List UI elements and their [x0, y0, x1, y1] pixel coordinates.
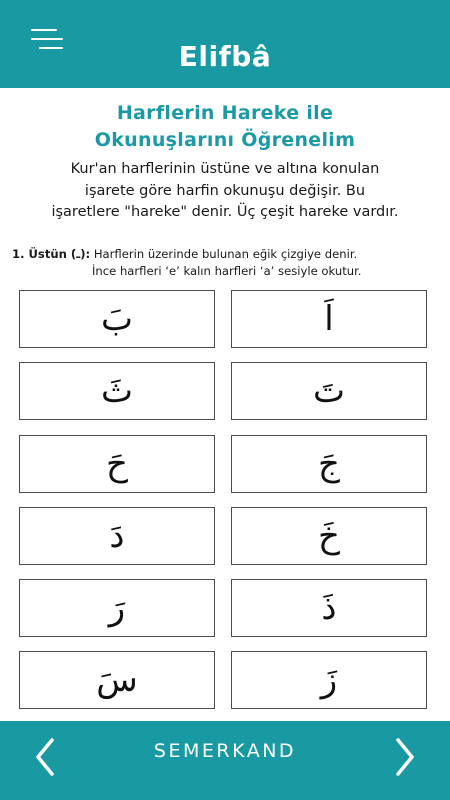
arabic-letter: ثَ: [100, 371, 133, 411]
intro-line-2: işarete göre harfin okunuşu değişir. Bu: [84, 182, 366, 199]
rule-number: 1. Üstün (َـ):: [12, 247, 91, 261]
rule-line-1: Harflerin üzerinde bulunan eğik çizgiye denir.: [93, 247, 358, 261]
lesson-heading: [0, 100, 450, 154]
letter-card-left-2[interactable]: [19, 362, 215, 420]
arabic-letter: سَ: [96, 660, 138, 700]
letter-card-right-2[interactable]: [231, 362, 427, 420]
arabic-letter: خَ: [318, 516, 340, 556]
arabic-letter: دَ: [109, 516, 125, 556]
arabic-letter: ذَ: [321, 588, 337, 628]
arabic-letter: حَ: [106, 444, 128, 484]
next-page-button[interactable]: [386, 734, 422, 780]
brand-logo: SEMERKAND: [153, 740, 297, 762]
arabic-letter: رَ: [108, 588, 126, 628]
letter-card-right-4[interactable]: [231, 507, 427, 565]
intro-line-1: Kur'an harflerinin üstüne ve altına konulan: [70, 161, 380, 177]
arabic-letter: بَ: [100, 299, 133, 339]
letter-card-left-6[interactable]: [19, 651, 215, 709]
lesson-heading-line-2: Okunuşlarını Öğrenelim: [94, 129, 356, 151]
lesson-heading-line-1: Harflerin Hareke ile: [116, 102, 334, 124]
arabic-letter: جَ: [318, 444, 340, 484]
letter-card-left-3[interactable]: [19, 435, 215, 493]
rule-ustun: [12, 246, 442, 280]
letter-card-left-4[interactable]: [19, 507, 215, 565]
letter-card-left-5[interactable]: [19, 579, 215, 637]
rule-line-2: İnce harfleri ‘e’ kalın harfleri ‘a’ sesiyle okutur.: [92, 264, 362, 278]
letter-card-right-6[interactable]: [231, 651, 427, 709]
app-title: Elifbâ: [178, 40, 272, 73]
intro-line-3: işaretlere "hareke" denir. Üç çeşit hareke vardır.: [51, 204, 399, 220]
letter-card-right-5[interactable]: [231, 579, 427, 637]
letter-card-right-1[interactable]: [231, 290, 427, 348]
letter-card-right-3[interactable]: [231, 435, 427, 493]
letter-card-left-1[interactable]: [19, 290, 215, 348]
chevron-right-icon: [386, 734, 422, 780]
arabic-letter: تَ: [312, 371, 345, 411]
arabic-letter: اَ: [324, 299, 334, 339]
intro-paragraph: [14, 159, 436, 224]
arabic-letter: زَ: [320, 660, 338, 700]
